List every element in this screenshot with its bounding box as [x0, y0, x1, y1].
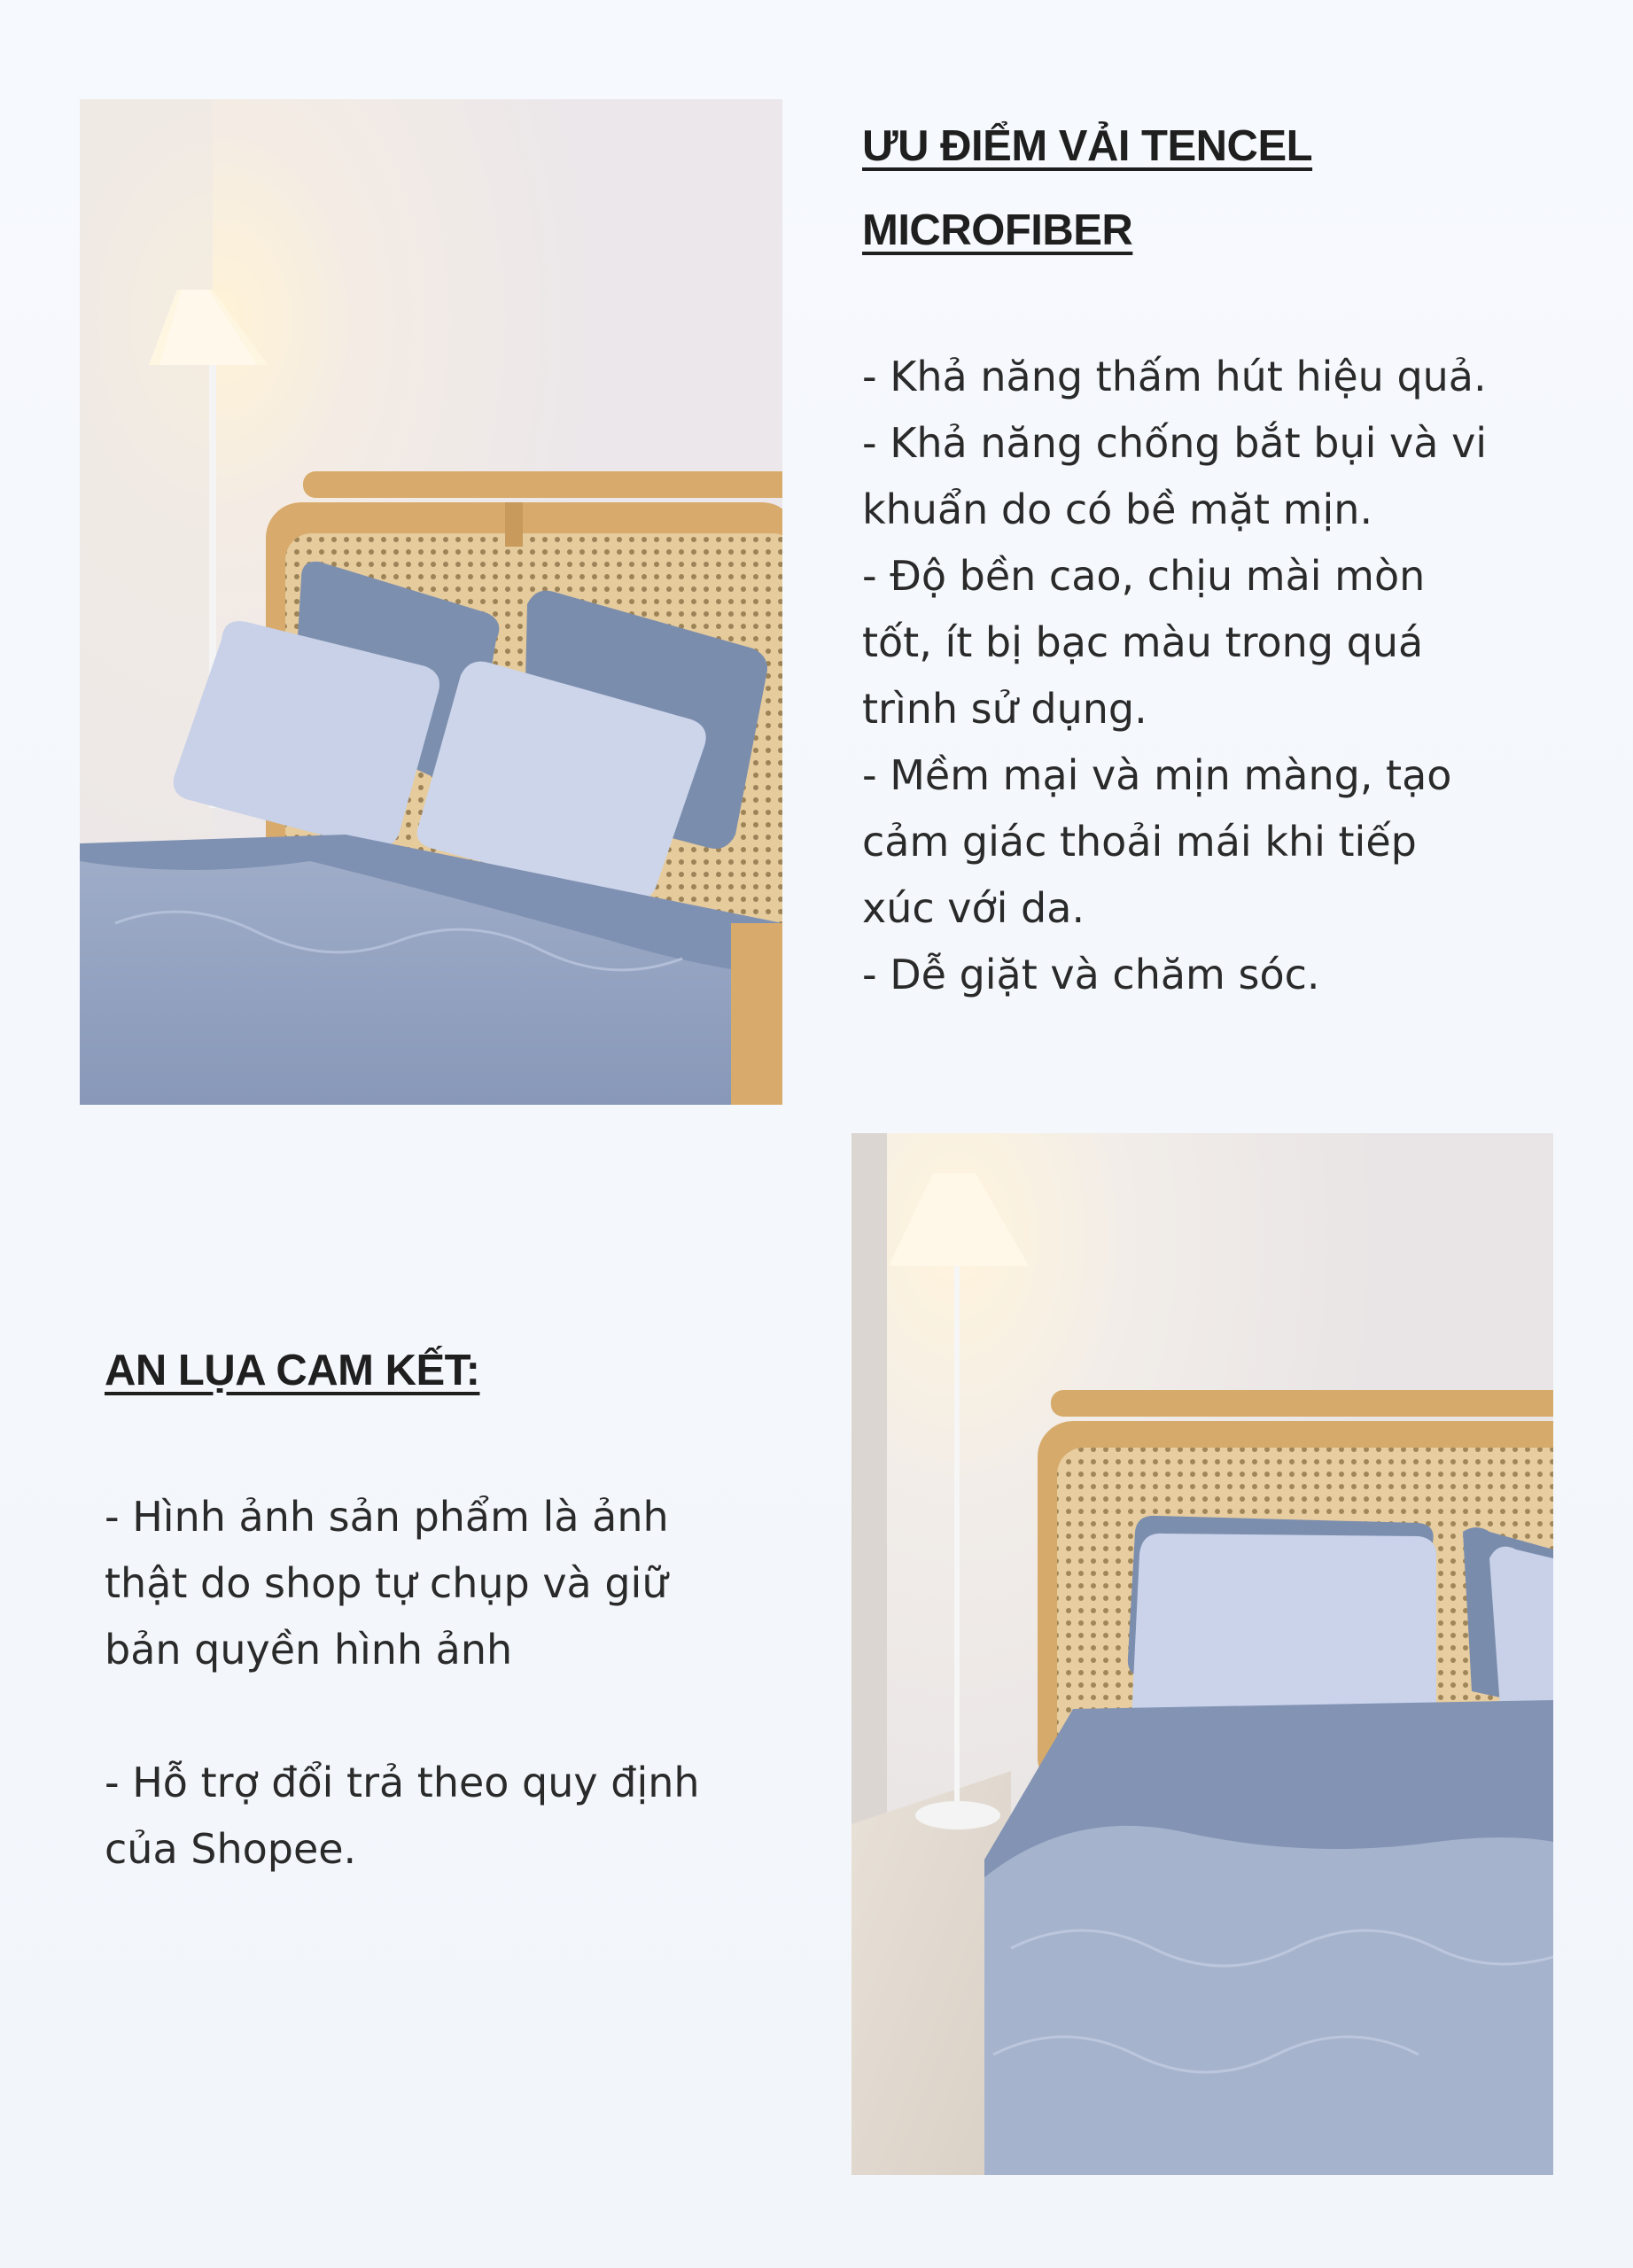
commitment-list — [105, 1484, 796, 1883]
commitment-line: bản quyền hình ảnh — [105, 1626, 513, 1674]
features-line: tốt, ít bị bạc màu trong quá — [862, 618, 1424, 666]
features-line: xúc với da. — [862, 884, 1085, 932]
features-title — [862, 105, 1571, 273]
features-line: - Khả năng chống bắt bụi và vi — [862, 419, 1488, 467]
bedroom-photo-2-illustration — [851, 1133, 1553, 2175]
commitment-line: của Shopee. — [105, 1825, 357, 1873]
commitment-section — [105, 1329, 796, 1883]
features-section — [862, 105, 1571, 1008]
features-list — [862, 344, 1571, 1008]
features-line: - Khả năng thấm hút hiệu quả. — [862, 353, 1487, 400]
features-line: - Mềm mại và mịn màng, tạo — [862, 751, 1452, 799]
features-line: cảm giác thoải mái khi tiếp — [862, 818, 1417, 866]
features-title-line1: ƯU ĐIỂM VẢI TENCEL — [862, 122, 1313, 170]
features-line: khuẩn do có bề mặt mịn. — [862, 485, 1373, 533]
commitment-title: AN LỤA CAM KẾT: — [105, 1347, 480, 1394]
commitment-line: - Hỗ trợ đổi trả theo quy định — [105, 1759, 700, 1806]
features-line: trình sử dụng. — [862, 685, 1147, 733]
commitment-spacer — [105, 1683, 796, 1750]
bedroom-photo-1-illustration — [80, 99, 782, 1105]
features-line: - Độ bền cao, chịu mài mòn — [862, 552, 1426, 600]
commitment-line: thật do shop tự chụp và giữ — [105, 1559, 668, 1607]
bedroom-photo-2 — [851, 1133, 1553, 2175]
features-line: - Dễ giặt và chăm sóc. — [862, 951, 1320, 998]
features-title-line2: MICROFIBER — [862, 206, 1133, 254]
bedroom-photo-1 — [80, 99, 782, 1105]
commitment-line: - Hình ảnh sản phẩm là ảnh — [105, 1493, 669, 1541]
